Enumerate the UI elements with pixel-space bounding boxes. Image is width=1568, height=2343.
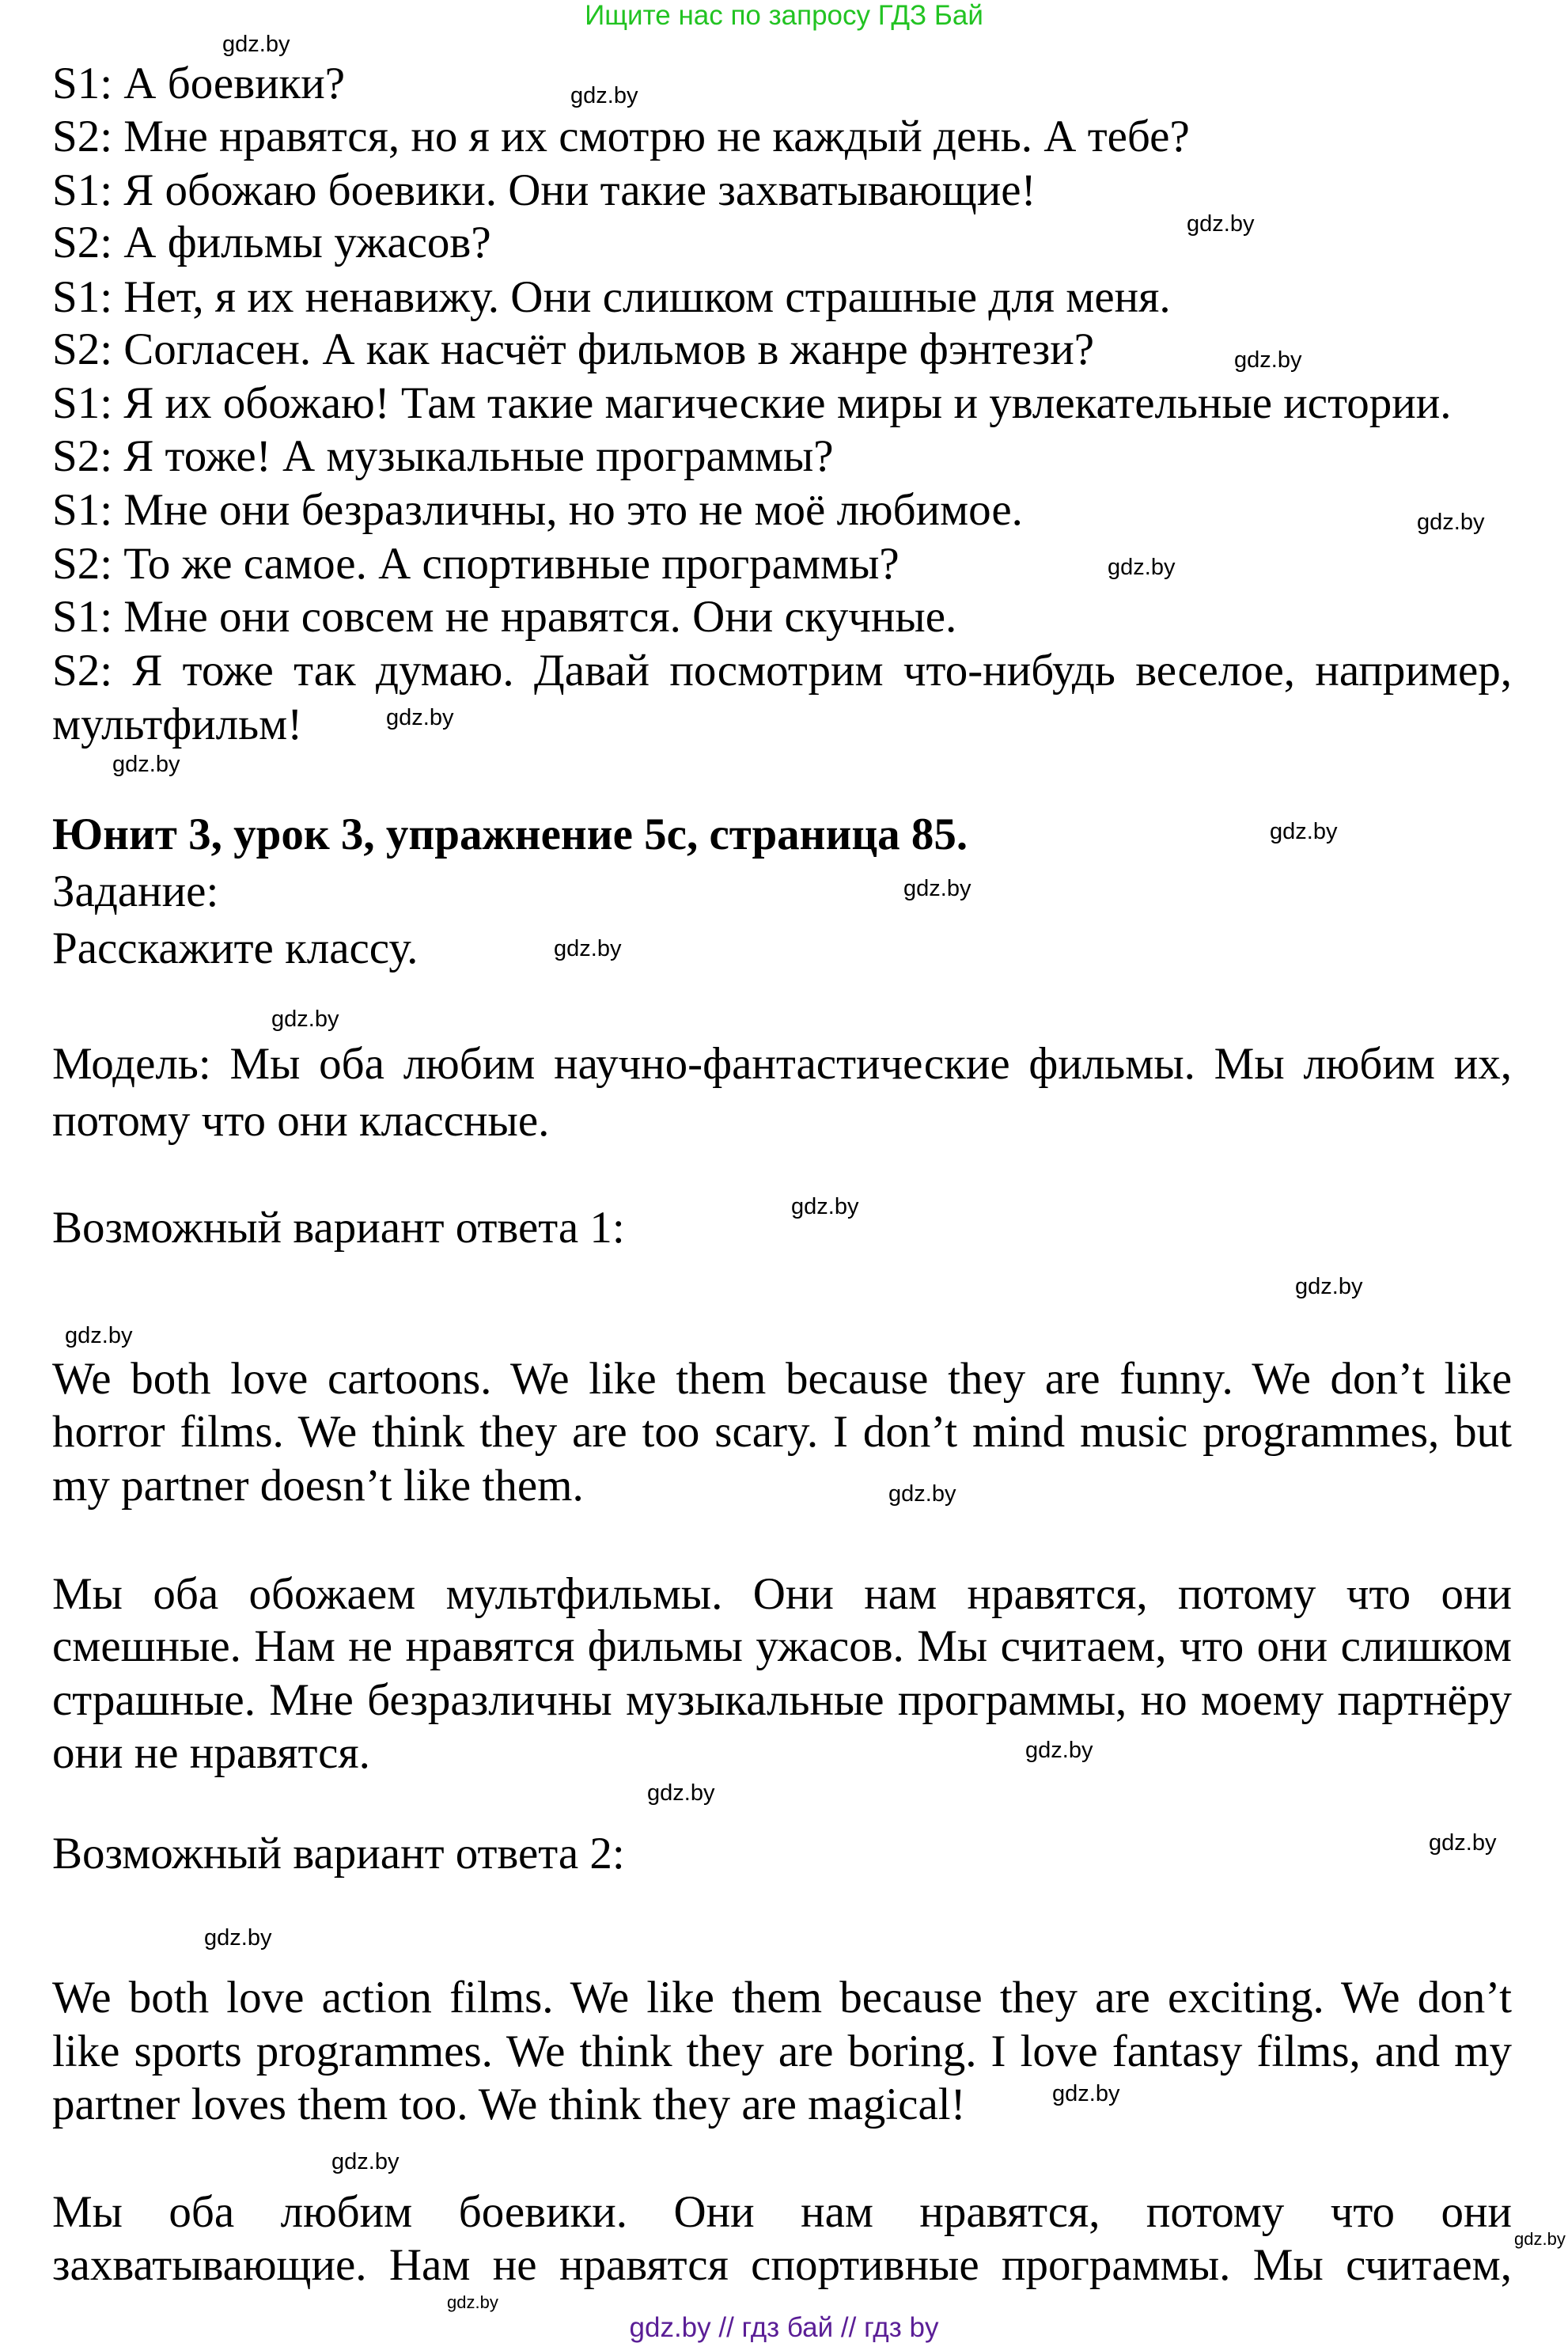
variant1-en-line: horror films. We think they are too scary. I don’t mind music programmes, but	[52, 1407, 1512, 1457]
dialogue-line: S1: А боевики?	[52, 59, 346, 108]
task-text: Расскажите классу.	[52, 923, 419, 973]
watermark: gdz.by	[1270, 819, 1338, 844]
watermark: gdz.by	[1052, 2081, 1120, 2106]
variant1-label: Возможный вариант ответа 1:	[52, 1203, 625, 1253]
dialogue-line: S2: Мне нравятся, но я их смотрю не каждый день. А тебе?	[52, 112, 1190, 161]
watermark: gdz.by	[386, 705, 454, 730]
watermark: gdz.by	[1429, 1830, 1497, 1856]
dialogue-line: S2: Согласен. А как насчёт фильмов в жанре фэнтези?	[52, 324, 1095, 374]
model-line: потому что они классные.	[52, 1096, 550, 1146]
watermark: gdz.by	[888, 1481, 956, 1507]
watermark: gdz.by	[647, 1780, 715, 1806]
dialogue-line: S1: Я их обожаю! Там такие магические миры и увлекательные истории.	[52, 378, 1452, 428]
model-line: Модель: Мы оба любим научно-фантастические фильмы. Мы любим их,	[52, 1039, 1512, 1089]
watermark: gdz.by	[112, 752, 180, 777]
dialogue-line: S1: Нет, я их ненавижу. Они слишком страшные для меня.	[52, 272, 1171, 322]
variant2-en-line: like sports programmes. We think they are boring. I love fantasy films, and my	[52, 2026, 1512, 2076]
watermark: gdz.by	[791, 1194, 859, 1219]
watermark: gdz.by	[271, 1007, 339, 1032]
watermark: gdz.by	[1025, 1738, 1093, 1763]
watermark: gdz.by	[1417, 510, 1485, 535]
dialogue-line: S1: Я обожаю боевики. Они такие захватывающие!	[52, 165, 1036, 215]
variant1-ru-line: смешные. Нам не нравятся фильмы ужасов. Мы считаем, что они слишком	[52, 1621, 1512, 1671]
watermark: gdz.by	[554, 936, 622, 961]
variant1-en-line: my partner doesn’t like them.	[52, 1461, 584, 1511]
variant1-en-line: We both love cartoons. We like them because they are funny. We don’t like	[52, 1354, 1512, 1404]
section-heading: Юнит 3, урок 3, упражнение 5c, страница 85.	[52, 809, 968, 859]
watermark: gdz.by	[447, 2292, 498, 2312]
watermark: gdz.by	[1514, 2229, 1566, 2249]
dialogue-line: S2: Я тоже! А музыкальные программы?	[52, 431, 834, 481]
dialogue-line: S1: Мне они совсем не нравятся. Они скучные.	[52, 592, 957, 642]
watermark: gdz.by	[65, 1323, 133, 1348]
watermark: gdz.by	[1108, 555, 1176, 580]
variant2-ru-line: захватывающие. Нам не нравятся спортивные программы. Мы считаем,	[52, 2240, 1512, 2290]
variant2-en-line: partner loves them too. We think they are magical!	[52, 2080, 966, 2129]
watermark: gdz.by	[1234, 347, 1302, 373]
variant1-ru-line: страшные. Мне безразличны музыкальные программы, но моему партнёру	[52, 1675, 1512, 1725]
dialogue-line: S2: Я тоже так думаю. Давай посмотрим что-нибудь веселое, например,	[52, 646, 1512, 696]
task-label: Задание:	[52, 866, 219, 916]
watermark: gdz.by	[204, 1925, 272, 1951]
search-banner: Ищите нас по запросу ГДЗ Бай	[585, 0, 983, 31]
watermark: gdz.by	[903, 876, 971, 901]
dialogue-line: S2: То же самое. А спортивные программы?	[52, 539, 900, 589]
watermark: gdz.by	[570, 83, 638, 108]
watermark: gdz.by	[331, 2149, 400, 2174]
footer-links[interactable]: gdz.by // гдз бай // гдз by	[629, 2312, 939, 2343]
variant2-label: Возможный вариант ответа 2:	[52, 1829, 625, 1879]
watermark: gdz.by	[222, 32, 290, 57]
dialogue-line: мультфильм!	[52, 699, 303, 749]
dialogue-line: S2: А фильмы ужасов?	[52, 218, 491, 267]
watermark: gdz.by	[1187, 211, 1255, 237]
variant2-en-line: We both love action films. We like them because they are exciting. We don’t	[52, 1973, 1512, 2023]
variant1-ru-line: они не нравятся.	[52, 1728, 370, 1778]
variant2-ru-line: Мы оба любим боевики. Они нам нравятся, потому что они	[52, 2187, 1512, 2237]
variant1-ru-line: Мы оба обожаем мультфильмы. Они нам нравятся, потому что они	[52, 1569, 1512, 1619]
dialogue-line: S1: Мне они безразличны, но это не моё любимое.	[52, 485, 1023, 535]
watermark: gdz.by	[1295, 1274, 1363, 1299]
